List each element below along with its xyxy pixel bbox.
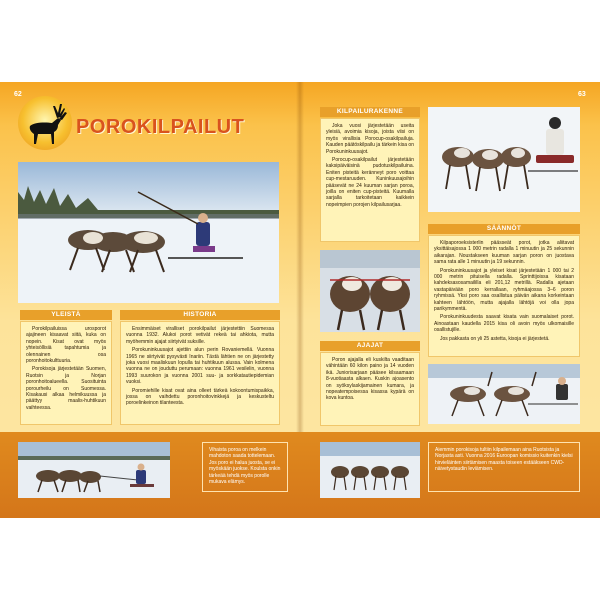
historia-heading: HISTORIA <box>120 310 280 320</box>
yleista-paragraph: Porokilpailuissa urosporot ajajineen kisaavat siitä, kuka on nopein. Kisat ovat myös yhteisöllisiä tapahtumia ja olennainen osa poronhoitokulttuuria. <box>26 326 106 365</box>
saannot-heading: SÄÄNNÖT <box>428 224 580 234</box>
reindeer-race-photo <box>18 162 279 303</box>
ajajat-paragraph: Poron ajajalla eli kuskilta vaaditaan vähintään 60 kilon paino ja 14 vuoden ikä. Juniorisarjaan pääsee kilsaamaan 8-vuotiaasta alkaen. Kuskin ajoasento on syöksylaskijamainen kumara, ja nopeatempoisessa kisassa kypärä on kova kuntoa. <box>326 357 414 402</box>
saannot-paragraph: Jos pakkasta on yli 25 astetta, kisoja ei järjestetä. <box>440 335 550 342</box>
reindeer-group-photo <box>320 442 420 498</box>
saannot-paragraph: Porokuninkuusajot ja yleiset kisat järjestetään 1 000 tai 2 000 metrin pituisella radalla. Sprinttijoissa kisataan kahdeksasosamaililla eli 201,12 metrillä. Radalla ajetaan vastapäivään poro kerrallaan, ryhmäajossa 3–6 poron ryhmissä. Yksi poro saa osallistua päivän aikana korkeintaan kahteen lähtöön, mutta ajajalla lähtöjä voi olla jopa parikymmentä. <box>434 267 574 313</box>
yleista-paragraph: Porokisoja järjestetään Suomen, Ruotsin ja Norjan poronhoitoalueella. Suosituinta porourheilu on Suomessa. Kisakausi alkaa helmikuussa ja päättyy maalis-huhtikuun vaihteessa. <box>26 366 106 411</box>
kilpailurakenne-heading: KILPAILURAKENNE <box>320 107 420 117</box>
right-page-number: 63 <box>578 91 586 98</box>
reindeer-sled-photo <box>18 442 170 498</box>
saannot-textbox <box>428 235 580 357</box>
historia-paragraph: Poromiehille kisat ovat aina olleet tärkeä kokoontumispaikka, jossa on vaihdettu poronhoitovinkkejä ja keskusteltu poroelinkeinon tilanteesta. <box>126 387 274 407</box>
yleista-heading: YLEISTÄ <box>20 310 112 320</box>
reindeer-closeup-photo <box>320 250 420 332</box>
right-caption: Aiemmin porokisoja tultiin kilpailemaan aina Ruotsista ja Norjasta asti. Vuonna 2016 Euroopan komissio kuitenkin kielsi hirvieläinten siirtämisen maasta toiseen estääkseen CWD-näivetystaudin leviämisen. <box>428 442 580 492</box>
ajajat-heading: AJAJAT <box>320 341 420 351</box>
yleista-textbox <box>20 321 112 425</box>
kilpailurakenne-textbox <box>320 118 420 242</box>
reindeer-running-photo <box>428 364 580 424</box>
reindeer-silhouette-icon <box>20 96 72 150</box>
historia-paragraph: Ensimmäiset viralliset porokilpailut järjestettiin Suomessa vuonna 1932. Alukoi porot vetivät rekeä tai ahkiota, mutta myöhemmin ajajat siirtyivät suksille. <box>126 326 274 345</box>
ajajat-textbox <box>320 352 420 426</box>
historia-paragraph: Porokuninkuusajot ajettiin alun perin Rovaniemellä. Vuonna 1965 ne siirtyivät pysyvästi Inariin. Tästä lähtien ne on järjestetty joka vuosi maaliskuun lopulla tai huhtikuun alussa. Vain kolmena vuonna ne on jouduttu perumaan: vuonna 1961 vesilelin, vuonna 1993 suurokon ja vuonna 2001 suu- ja sorkkatautiepidemian vuoksi. <box>126 347 274 386</box>
page-title: POROKILPAILUT <box>76 116 245 138</box>
saannot-paragraph: Kilpaporoeksisterlin päässeät porot, jotka aliitavat yksittäisajossa 1 000 metrin radalla 1 minuutin ja 25 sekunnin aikarajan. Noustakseen kuuman sarjan poron on juostava sama rata alle 1 minuutin ja 19 sekunnin. <box>434 240 574 266</box>
left-caption: Vihaista poroa on melkein mahdoton saada tottelemaan. Jos poro ei halua juosta, se ei myöskään juokse. Koulsta onkin tärkeää tehdä myös porolle mukava elämys. <box>202 442 288 492</box>
reindeer-team-photo <box>428 107 580 212</box>
saannot-paragraph: Porokuninkuudesta saavat kisata vain suomalaiset porot. Ainoastaan kaudella 2015 kisa oli avoin myös ulkomaisille osallistujille. <box>434 314 574 334</box>
historia-textbox <box>120 321 280 425</box>
kilpailurakenne-paragraph: Porocup-osakilpailut järjestetään kaksipäiväisinä pudotuskilpailuina. Eniten pisteitä keränneyt poro voittaa cup-mestaruuden. Kuninkuusajoihin pääsevät ne 24 kuuman sarjan poroa, joilla on eniten cup-pisteitä. Kuumalla sarjalla tarkoitetaan kaikkein nopeimpien porojen kilpailusarjaa. <box>326 157 414 208</box>
left-page-number: 62 <box>14 91 22 98</box>
kilpailurakenne-paragraph: Joka vuosi järjestetään useita yleisiä, avoimia kisoja, joista viisi on myös virallisia Porocup-osakilpailuja. Kauden päätöskilpailu ja tärkein kisa on Porokuninkuusajot. <box>326 123 414 155</box>
